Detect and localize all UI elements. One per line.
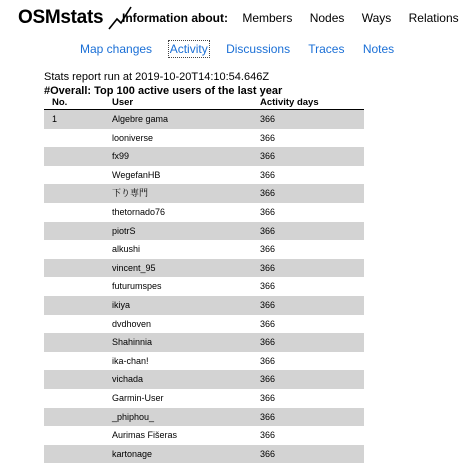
cell-days: 366 <box>260 392 276 403</box>
cell-user: kartonage <box>112 445 260 464</box>
cell-rank <box>44 203 112 222</box>
table-row <box>44 370 364 389</box>
nav-relations[interactable]: Relations <box>408 11 459 25</box>
cell-days: 366 <box>260 184 364 203</box>
tab-map-changes[interactable]: Map changes <box>80 42 153 56</box>
cell-days: 366 <box>260 132 276 143</box>
table-row <box>44 222 364 241</box>
cell-rank <box>44 222 112 241</box>
cell-rank <box>44 426 112 445</box>
cell-days: 366 <box>260 169 276 180</box>
table-row <box>44 333 364 352</box>
cell-days: 366 <box>260 408 364 427</box>
nav-nodes[interactable]: Nodes <box>309 11 345 25</box>
cell-user: dvdhoven <box>112 318 152 329</box>
cell-user: vincent_95 <box>112 259 260 278</box>
table-row <box>44 296 364 315</box>
cell-rank <box>44 147 112 166</box>
cell-days: 366 <box>260 259 364 278</box>
cell-days: 366 <box>260 206 276 217</box>
cell-rank <box>44 296 112 315</box>
cell-user: piotrS <box>112 222 260 241</box>
table-row <box>44 147 364 166</box>
cell-days: 366 <box>260 296 364 315</box>
table-row <box>44 259 364 278</box>
cell-days: 366 <box>260 430 276 441</box>
report-run-time: Stats report run at 2019-10-20T14:10:54.646Z <box>44 71 270 83</box>
table-row <box>44 240 364 259</box>
cell-days: 366 <box>260 222 364 241</box>
nav-ways[interactable]: Ways <box>361 11 392 25</box>
table-header-row <box>44 97 364 110</box>
table-row <box>44 426 364 445</box>
cell-user: Shahinnia <box>112 333 260 352</box>
top-navigation <box>122 11 473 25</box>
tab-notes[interactable]: Notes <box>362 42 395 56</box>
cell-rank <box>44 352 112 371</box>
cell-user: _phiphou_ <box>112 408 260 427</box>
cell-days: 366 <box>260 147 364 166</box>
table-row <box>44 408 364 427</box>
cell-days: 366 <box>260 445 364 464</box>
table-row <box>44 166 364 185</box>
header-user: User <box>112 97 260 110</box>
info-about-label: Information about: <box>122 11 228 25</box>
table-row <box>44 445 364 464</box>
header-no: No. <box>44 97 112 110</box>
tab-activity[interactable]: Activity <box>169 42 208 56</box>
header-activity-days: Activity days <box>260 97 364 110</box>
cell-rank <box>44 315 112 334</box>
cell-rank <box>44 184 112 203</box>
cell-rank <box>44 408 112 427</box>
cell-rank: 1 <box>44 110 112 129</box>
table-row <box>44 184 364 203</box>
cell-user: WegefanHB <box>112 169 161 180</box>
brand-name: OSMstats <box>18 7 104 28</box>
cell-user: ikiya <box>112 296 260 315</box>
cell-user: alkushi <box>112 244 141 255</box>
cell-days: 366 <box>260 318 276 329</box>
cell-rank <box>44 259 112 278</box>
cell-rank <box>44 333 112 352</box>
cell-rank <box>44 389 112 408</box>
cell-user: 下り専門 <box>112 184 260 203</box>
cell-days: 366 <box>260 281 276 292</box>
cell-days: 366 <box>260 333 364 352</box>
cell-rank <box>44 277 112 296</box>
tab-traces[interactable]: Traces <box>308 42 345 56</box>
cell-rank <box>44 166 112 185</box>
cell-rank <box>44 445 112 464</box>
table-row <box>44 315 364 334</box>
cell-user: futurumspes <box>112 281 162 292</box>
cell-user: vichada <box>112 370 260 389</box>
cell-user: Aurimas Fišeras <box>112 430 178 441</box>
table-row <box>44 110 364 129</box>
cell-rank <box>44 240 112 259</box>
table-row <box>44 203 364 222</box>
cell-user: fx99 <box>112 147 260 166</box>
stats-title: #Overall: Top 100 active users of the last year <box>44 85 283 97</box>
nav-members[interactable]: Members <box>242 11 293 25</box>
table-row <box>44 277 364 296</box>
cell-user: Algebre gama <box>112 110 260 129</box>
cell-user: looniverse <box>112 132 154 143</box>
cell-rank <box>44 129 112 148</box>
tab-discussions[interactable]: Discussions <box>226 42 291 56</box>
table-row <box>44 352 364 371</box>
cell-days: 366 <box>260 355 276 366</box>
activity-table <box>44 97 364 463</box>
cell-user: thetornado76 <box>112 206 166 217</box>
cell-days: 366 <box>260 370 364 389</box>
cell-days: 366 <box>260 244 276 255</box>
table-row <box>44 389 364 408</box>
cell-days: 366 <box>260 110 364 129</box>
cell-user: ika-chan! <box>112 355 149 366</box>
cell-user: Garmin-User <box>112 392 164 403</box>
sub-navigation <box>80 42 409 56</box>
table-row <box>44 129 364 148</box>
cell-rank <box>44 370 112 389</box>
